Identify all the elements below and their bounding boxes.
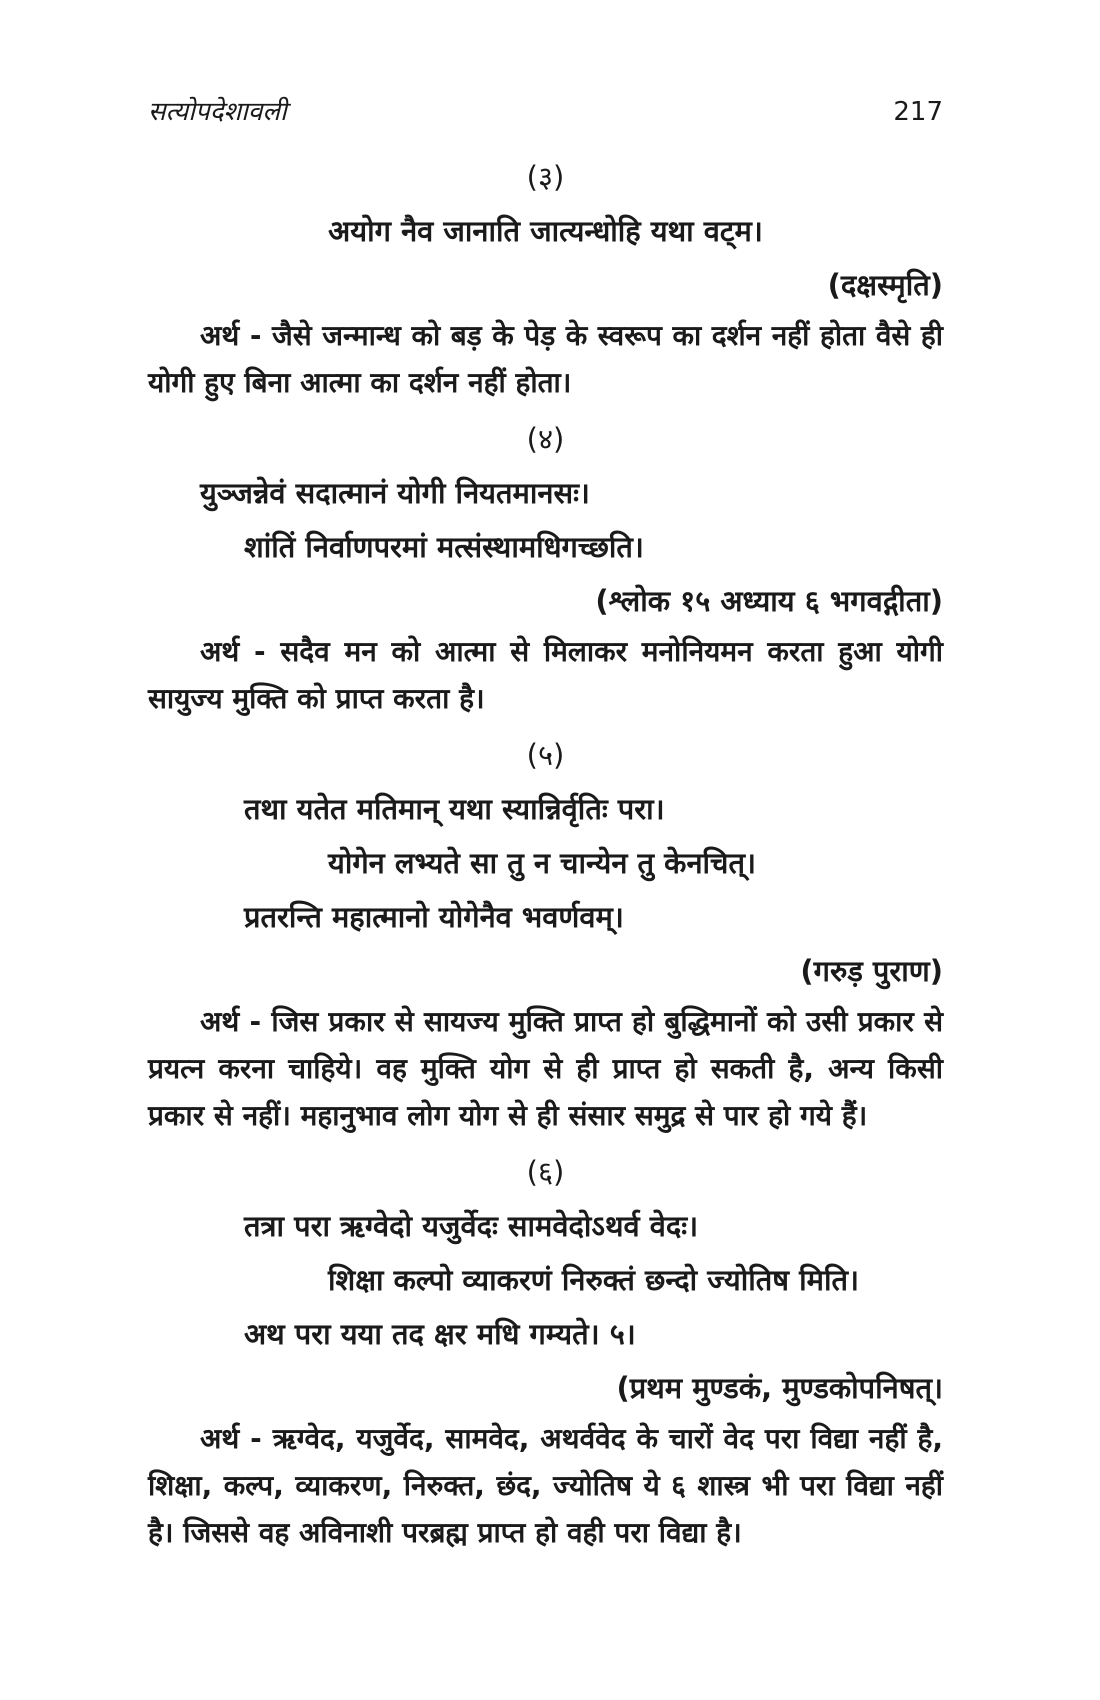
meaning-paragraph: अर्थ - ऋग्वेद, यजुर्वेद, सामवेद, अथर्ववेद के चारों वेद परा विद्या नहीं है, शिक्षा, कल्प, व्याकरण, निरुक्त, छंद, ज्योतिष ये ६ शास्त्र भी परा विद्या नहीं है। जिससे वह अविनाशी परब्रह्म प्राप्त हो वही परा विद्या है।	[148, 1422, 943, 1549]
verse-line: युञ्जन्नेवं सदात्मानं योगी नियतमानसः।	[200, 476, 590, 510]
verse-line: तथा यतेत मतिमान् यथा स्यान्निर्वृतिः परा।	[244, 792, 665, 826]
verse-line: अथ परा यया तद क्षर मधि गम्यते। ५।	[244, 1317, 636, 1351]
meaning-paragraph: अर्थ - सदैव मन को आत्मा से मिलाकर मनोनियमन करता हुआ योगी सायुज्य मुक्ति को प्राप्त करता है।	[148, 635, 943, 715]
section-number: (४)	[526, 422, 565, 456]
page-header	[148, 92, 943, 128]
verse-line: प्रतरन्ति महात्मानो योगेनैव भवर्णवम्।	[244, 900, 624, 934]
page-number: 217	[893, 97, 943, 127]
meaning-paragraph: अर्थ - जैसे जन्मान्ध को बड़ के पेड़ के स्वरूप का दर्शन नहीं होता वैसे ही योगी हुए बिना आत्मा का दर्शन नहीं होता।	[148, 319, 943, 399]
meaning-paragraph: अर्थ - जिस प्रकार से सायज्य मुक्ति प्राप्त हो बुद्धिमानों को उसी प्रकार से प्रयत्न करना चाहिये। वह मुक्ति योग से ही प्राप्त हो सकती है, अन्य किसी प्रकार से नहीं। महानुभाव लोग योग से ही संसार समुद्र से पार हो गये हैं।	[148, 1005, 943, 1132]
verse-source: (गरुड़ पुराण)	[800, 954, 943, 988]
verse-source: (प्रथम मुण्डकं, मुण्डकोपनिषत्।	[616, 1371, 943, 1405]
verse-line: तत्रा परा ऋग्वेदो यजुर्वेदः सामवेदोऽथर्व वेदः।	[244, 1209, 699, 1243]
verse-line: शांतिं निर्वाणपरमां मत्संस्थामधिगच्छति।	[244, 530, 644, 564]
verse-line: योगेन लभ्यते सा तु न चान्येन तु केनचित्।	[328, 846, 756, 880]
page-body	[148, 150, 943, 1556]
verse-line: अयोग नैव जानाति जात्यन्धोहि यथा वट्म।	[328, 214, 763, 248]
section-number: (५)	[526, 738, 565, 772]
verse-line: शिक्षा कल्पो व्याकरणं निरुक्तं छन्दो ज्योतिष मिति।	[328, 1263, 859, 1297]
verse-source: (दक्षस्मृति)	[827, 268, 943, 302]
running-title: सत्योपदेशावली	[148, 97, 287, 127]
verse-source: (श्लोक १५ अध्याय ६ भगवद्गीता)	[595, 584, 943, 618]
section-number: (६)	[526, 1155, 565, 1189]
section-number: (३)	[526, 160, 565, 194]
